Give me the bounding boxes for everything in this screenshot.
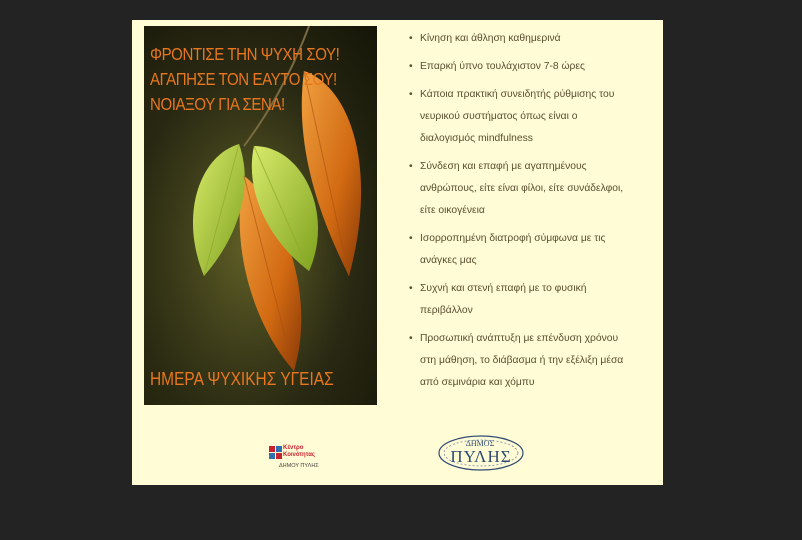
list-item: • Συχνή και στενή επαφή με το φυσική περιβάλλον bbox=[409, 278, 629, 322]
poster-headline bbox=[150, 42, 339, 117]
poster-headline-line: ΝΟΙΑΞΟΥ ΓΙΑ ΣΕΝΑ! bbox=[150, 94, 285, 114]
list-item: • Σύνδεση και επαφή με αγαπημένους ανθρώπους, είτε είναι φίλοι, είτε συνάδελφοι, είτε οικογένεια bbox=[409, 156, 629, 222]
logo-title bbox=[283, 445, 315, 459]
dimos-pylis-logo bbox=[436, 434, 526, 477]
logo-top-text: ΔΗΜΟΣ bbox=[465, 439, 495, 448]
logo-subtitle: ΔΗΜΟΥ ΠΥΛΗΣ bbox=[279, 463, 319, 469]
list-item: • Προσωπική ανάπτυξη με επένδυση χρόνου στη μάθηση, το διάβασμα ή την εξέλιξη μέσα από σεμινάρια και χόμπυ bbox=[409, 328, 629, 394]
logo-line: Κοινότητας bbox=[283, 452, 316, 458]
list-item: • Επαρκή ύπνο τουλάχιστον 7-8 ώρες bbox=[409, 56, 629, 78]
list-item: • Κάποια πρακτική συνειδητής ρύθμισης του νευρικού συστήματος όπως είναι ο διαλογισμός mindfulness bbox=[409, 84, 629, 150]
poster-headline-line: ΑΓΑΠΗΣΕ ΤΟΝ ΕΑΥΤΟ ΣΟΥ! bbox=[150, 69, 337, 89]
family-icon bbox=[269, 446, 283, 460]
content-card bbox=[132, 20, 663, 485]
list-item: • Ισορροπημένη διατροφή σύμφωνα με τις ανάγκες μας bbox=[409, 228, 629, 272]
wellbeing-tips-list bbox=[409, 28, 629, 400]
list-item: • Κίνηση και άθληση καθημερινά bbox=[409, 28, 629, 50]
mental-health-poster bbox=[144, 26, 377, 405]
logo-main-text: ΠΥΛΗΣ bbox=[450, 447, 512, 466]
poster-headline-line: ΦΡΟΝΤΙΣΕ ΤΗΝ ΨΥΧΗ ΣΟΥ! bbox=[150, 44, 340, 64]
kentro-koinotitas-logo bbox=[269, 444, 333, 472]
poster-footer-title: ΗΜΕΡΑ ΨΥΧΙΚΗΣ ΥΓΕΙΑΣ bbox=[150, 369, 334, 389]
logo-line: Κέντρο bbox=[283, 445, 304, 451]
